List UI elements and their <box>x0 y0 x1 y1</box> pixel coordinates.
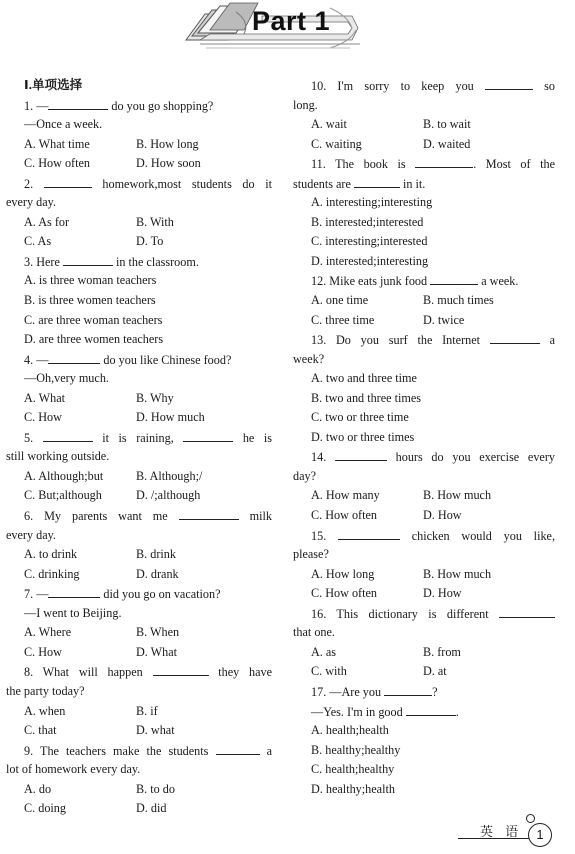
line-text: C. interesting;interested <box>311 234 428 249</box>
answer-blank[interactable] <box>485 76 533 90</box>
line-text: every day. <box>6 527 56 542</box>
answer-line <box>293 232 555 252</box>
line-text: —I went to Beijing. <box>24 605 122 620</box>
question-line <box>293 350 555 370</box>
answer-blank[interactable] <box>216 741 260 755</box>
answer-line <box>6 311 272 331</box>
answer-blank[interactable] <box>406 702 456 716</box>
option-row <box>6 408 272 428</box>
line-text: long. <box>293 97 318 112</box>
answer-line <box>293 780 555 800</box>
answer-line <box>6 291 272 311</box>
question-text: they have <box>208 665 272 680</box>
option-text: B. How much <box>423 488 492 503</box>
question-text: 5. <box>24 430 43 445</box>
option-text: D. How much <box>136 410 205 425</box>
option-row <box>6 780 272 800</box>
option-text: D. what <box>136 723 175 738</box>
question-line <box>293 447 555 467</box>
answer-line <box>293 760 555 780</box>
question-line <box>6 741 272 761</box>
option-text: C. waiting <box>311 136 362 151</box>
option-row <box>6 721 272 741</box>
line-text: A. two and three time <box>311 371 417 386</box>
question-text: 1. — <box>24 98 49 113</box>
answer-blank[interactable] <box>384 682 432 696</box>
question-line <box>6 193 272 213</box>
question-line <box>293 467 555 487</box>
answer-line <box>6 115 272 135</box>
answer-line <box>6 330 272 350</box>
question-text: 16. This dictionary is different <box>311 606 499 621</box>
line-text: the party today? <box>6 683 85 698</box>
option-text: B. How long <box>136 136 199 151</box>
option-row <box>293 486 555 506</box>
option-row <box>6 486 272 506</box>
option-text: A. How many <box>311 488 380 503</box>
option-text: A. as <box>311 644 337 659</box>
page-footer <box>458 814 575 854</box>
question-line <box>293 604 555 624</box>
question-line <box>6 428 272 448</box>
question-text: 13. Do you surf the Internet <box>311 333 490 348</box>
question-text: . <box>455 704 459 719</box>
answer-line <box>293 741 555 761</box>
option-text: C. How <box>24 644 62 659</box>
option-text: C. with <box>311 664 347 679</box>
option-text: C. doing <box>24 801 66 816</box>
question-text: do you go shopping? <box>108 98 214 113</box>
line-text: D. healthy;health <box>311 781 395 796</box>
question-text: 11. The book is <box>311 157 416 172</box>
option-text: C. How often <box>311 508 378 523</box>
option-text: D. To <box>136 234 164 249</box>
line-text: —Once a week. <box>24 117 103 132</box>
option-text: D. drank <box>136 566 179 581</box>
line-text: —Oh,very much. <box>24 371 109 386</box>
question-line <box>6 252 272 272</box>
question-line <box>6 584 272 604</box>
option-text: D. at <box>423 664 447 679</box>
option-text: D. did <box>136 801 167 816</box>
line-text: D. two or three times <box>311 429 415 444</box>
question-text: chicken would you like, <box>400 528 556 543</box>
answer-line <box>293 213 555 233</box>
answer-line <box>293 428 555 448</box>
question-text: in the classroom. <box>112 254 199 269</box>
option-text: A. to drink <box>24 547 78 562</box>
option-text: D. How <box>423 586 462 601</box>
question-text: —Yes. I'm in good <box>311 704 406 719</box>
answer-blank[interactable] <box>43 428 93 442</box>
line-text: A. interesting;interesting <box>311 195 433 210</box>
line-text: week? <box>293 351 325 366</box>
answer-line <box>293 408 555 428</box>
answer-blank[interactable] <box>335 447 387 461</box>
answer-blank[interactable] <box>44 174 92 188</box>
option-row <box>293 565 555 585</box>
answer-blank[interactable] <box>183 428 233 442</box>
question-line <box>293 330 555 350</box>
question-text: 17. —Are you <box>311 684 385 699</box>
question-text: 2. <box>24 176 44 191</box>
option-text: A. What <box>24 390 66 405</box>
question-text: 4. — <box>24 352 49 367</box>
option-text: C. How often <box>311 586 378 601</box>
answer-line <box>6 271 272 291</box>
option-text: B. Although;/ <box>136 468 203 483</box>
option-row <box>293 135 555 155</box>
option-text: B. With <box>136 214 174 229</box>
option-text: C. How <box>24 410 62 425</box>
option-row <box>293 584 555 604</box>
line-text: day? <box>293 468 317 483</box>
option-text: A. As for <box>24 214 70 229</box>
question-text: 3. Here <box>24 254 63 269</box>
line-text: B. two and three times <box>311 390 422 405</box>
question-text: he is <box>233 430 272 445</box>
line-text: B. is three women teachers <box>24 293 156 308</box>
option-row <box>6 565 272 585</box>
question-text: so <box>532 79 555 93</box>
question-line <box>6 682 272 702</box>
question-text: did you go on vacation? <box>100 587 221 602</box>
option-text: D. How soon <box>136 156 201 171</box>
option-row <box>6 467 272 487</box>
question-text: in it. <box>399 176 426 191</box>
question-line <box>6 447 272 467</box>
option-row <box>6 154 272 174</box>
option-text: D. waited <box>423 136 471 151</box>
answer-blank[interactable] <box>415 154 473 168</box>
question-text: 10. I'm sorry to keep you <box>311 79 485 93</box>
part-title: Part 1 <box>252 6 331 36</box>
answer-line <box>6 604 272 624</box>
option-row <box>293 291 555 311</box>
answer-blank[interactable] <box>499 604 555 618</box>
question-line <box>293 96 555 116</box>
option-row <box>6 135 272 155</box>
option-text: D. twice <box>423 312 465 327</box>
option-text: C. But;although <box>24 488 102 503</box>
option-text: B. drink <box>136 547 176 562</box>
option-row <box>6 232 272 252</box>
answer-line <box>293 193 555 213</box>
answer-line <box>6 369 272 389</box>
footer-dot-icon <box>526 814 535 823</box>
option-text: A. do <box>24 781 52 796</box>
answer-blank[interactable] <box>48 96 108 110</box>
line-text: D. interested;interesting <box>311 253 429 268</box>
answer-blank[interactable] <box>48 350 100 364</box>
question-text: 6. My parents want me <box>24 509 179 524</box>
question-line <box>293 271 555 291</box>
option-row <box>293 643 555 663</box>
line-text: B. healthy;healthy <box>311 742 401 757</box>
question-text: a <box>259 743 272 758</box>
question-text: 8. What will happen <box>24 665 153 680</box>
option-text: C. As <box>24 234 52 249</box>
answer-line <box>293 721 555 741</box>
section-title: Ⅰ.单项选择 <box>24 78 83 92</box>
line-text: that one. <box>293 625 335 640</box>
question-line <box>293 526 555 546</box>
page-header <box>0 0 575 58</box>
question-line <box>6 96 272 116</box>
question-text: 9. The teachers make the students <box>24 743 216 758</box>
question-text: homework,most students do it <box>91 176 272 191</box>
option-row <box>293 115 555 135</box>
question-text: students are <box>293 176 354 191</box>
option-text: B. much times <box>423 293 494 308</box>
question-line <box>6 350 272 370</box>
question-line <box>293 545 555 565</box>
option-row <box>6 213 272 233</box>
option-row <box>6 643 272 663</box>
option-text: A. What time <box>24 136 90 151</box>
right-column <box>293 76 555 799</box>
line-text: C. are three woman teachers <box>24 312 163 327</box>
answer-blank[interactable] <box>153 662 209 676</box>
answer-line <box>293 252 555 272</box>
page-number: 1 <box>528 823 552 847</box>
question-text: hours do you exercise every <box>386 450 555 465</box>
option-text: D. What <box>136 644 178 659</box>
question-line <box>6 506 272 526</box>
line-text: please? <box>293 547 329 562</box>
question-line <box>6 662 272 682</box>
question-line <box>6 174 272 194</box>
option-text: B. to wait <box>423 117 471 132</box>
line-text: still working outside. <box>6 449 110 464</box>
question-text: a <box>539 333 555 348</box>
option-text: A. Although;but <box>24 468 104 483</box>
question-line <box>293 154 555 174</box>
question-text: it is raining, <box>92 430 184 445</box>
question-line <box>293 76 555 96</box>
question-line <box>293 702 555 722</box>
option-text: B. Why <box>136 390 174 405</box>
option-text: C. that <box>24 723 57 738</box>
answer-blank[interactable] <box>430 271 478 285</box>
option-text: A. Where <box>24 625 72 640</box>
option-text: A. one time <box>311 293 369 308</box>
option-text: A. wait <box>311 117 347 132</box>
answer-blank[interactable] <box>63 252 113 266</box>
line-text: lot of homework every day. <box>6 762 141 777</box>
option-text: B. to do <box>136 781 175 796</box>
question-line <box>6 760 272 780</box>
option-text: A. when <box>24 703 66 718</box>
question-text: 7. — <box>24 587 49 602</box>
question-text: milk <box>238 509 272 524</box>
option-text: B. if <box>136 703 158 718</box>
option-row <box>6 389 272 409</box>
answer-line <box>293 389 555 409</box>
option-row <box>293 662 555 682</box>
option-text: B. How much <box>423 566 492 581</box>
option-row <box>6 545 272 565</box>
question-text: do you like Chinese food? <box>100 352 232 367</box>
option-row <box>6 702 272 722</box>
option-row <box>293 506 555 526</box>
option-text: B. from <box>423 644 461 659</box>
option-text: A. How long <box>311 566 375 581</box>
option-text: C. How often <box>24 156 91 171</box>
option-row <box>6 623 272 643</box>
line-text: D. are three women teachers <box>24 332 164 347</box>
line-text: A. is three woman teachers <box>24 273 157 288</box>
subject-label: 英 语 <box>480 825 523 840</box>
question-text: 12. Mike eats junk food <box>311 274 431 289</box>
answer-blank[interactable] <box>354 174 400 188</box>
line-text: C. two or three time <box>311 410 409 425</box>
answer-blank[interactable] <box>490 330 540 344</box>
question-line <box>6 526 272 546</box>
answer-blank[interactable] <box>338 526 400 540</box>
left-column <box>6 76 272 819</box>
answer-line <box>293 369 555 389</box>
question-text: 14. <box>311 450 335 465</box>
option-text: C. drinking <box>24 566 80 581</box>
option-row <box>293 311 555 331</box>
question-text: 15. <box>311 528 338 543</box>
question-text: ? <box>432 684 438 699</box>
option-text: D. How <box>423 508 462 523</box>
option-text: C. three time <box>311 312 375 327</box>
answer-blank[interactable] <box>48 584 100 598</box>
question-line <box>293 623 555 643</box>
line-text: C. health;healthy <box>311 762 395 777</box>
answer-blank[interactable] <box>179 506 239 520</box>
line-text: B. interested;interested <box>311 214 424 229</box>
question-text: . Most of the <box>473 157 555 172</box>
question-text: a week. <box>478 274 519 289</box>
option-text: D. /;although <box>136 488 201 503</box>
question-line <box>293 682 555 702</box>
line-text: A. health;health <box>311 723 389 738</box>
option-row <box>6 799 272 819</box>
line-text: every day. <box>6 195 56 210</box>
question-line <box>293 174 555 194</box>
option-text: B. When <box>136 625 180 640</box>
